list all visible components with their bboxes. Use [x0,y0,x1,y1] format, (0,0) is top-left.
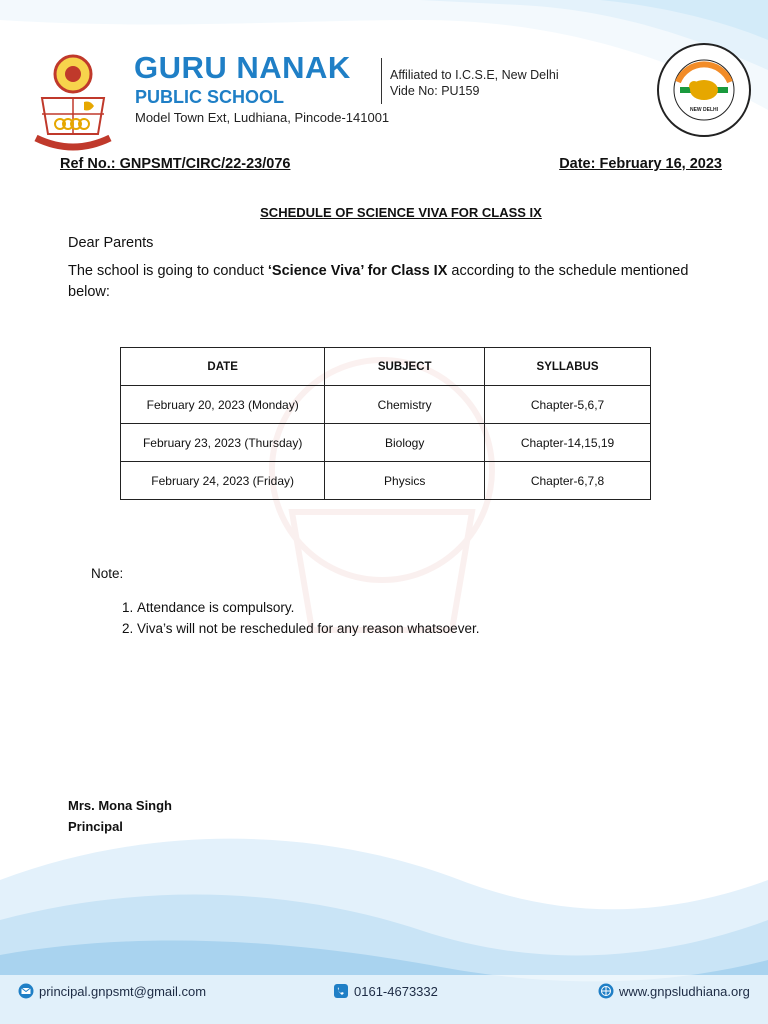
body-paragraph [68,261,728,303]
globe-icon [598,983,614,999]
council-city: NEW DELHI [689,107,719,113]
footer-website[interactable] [598,983,750,999]
table-row [121,462,651,500]
cell-subject: Chemistry [325,386,485,424]
column-header-date: DATE [121,348,325,386]
cell-date: February 24, 2023 (Friday) [121,462,325,500]
affiliation-line: Affiliated to I.C.S.E, New Delhi [390,68,559,82]
cell-date: February 23, 2023 (Thursday) [121,424,325,462]
cell-syllabus: Chapter-6,7,8 [485,462,651,500]
cell-subject: Biology [325,424,485,462]
affiliation-number: Vide No: PU159 [390,84,480,98]
signatory-title: Principal [68,819,123,834]
footer-phone-text: 0161-4673332 [354,983,438,999]
circular-date: Date: February 16, 2023 [559,156,722,172]
body-emphasis: ‘Science Viva’ for Class IX [267,263,448,279]
column-header-subject: SUBJECT [325,348,485,386]
cell-syllabus: Chapter-14,15,19 [485,424,651,462]
table-row [121,424,651,462]
footer-email[interactable] [18,983,206,999]
signatory-name: Mrs. Mona Singh [68,798,172,813]
note-label: Note: [91,566,124,581]
school-address: Model Town Ext, Ludhiana, Pincode-141001 [135,110,390,125]
footer-website-text: www.gnpsludhiana.org [619,983,750,999]
affiliation-info [390,67,559,99]
notes-list [114,597,479,639]
cell-date: February 20, 2023 (Monday) [121,386,325,424]
council-emblem-logo [656,42,752,138]
cell-syllabus: Chapter-5,6,7 [485,386,651,424]
column-header-syllabus: SYLLABUS [485,348,651,386]
body-prefix: The school is going to conduct [68,263,268,279]
footer-phone[interactable] [333,983,438,999]
school-crest-logo [14,36,132,154]
body-suffix: according to the schedule mentioned below: [68,263,689,300]
phone-icon [333,983,349,999]
table-header-row [121,348,651,386]
reference-number: Ref No.: GNPSMT/CIRC/22-23/076 [60,156,291,172]
footer-email-text: principal.gnpsmt@gmail.com [39,983,207,999]
cell-subject: Physics [325,462,485,500]
envelope-icon [18,983,34,999]
table-row [121,386,651,424]
note-item: 1. Attendance is compulsory. [137,597,479,618]
salutation: Dear Parents [68,235,154,251]
note-item: 2. Viva’s will not be rescheduled for any reason whatsoever. [137,618,479,639]
circular-title: SCHEDULE OF SCIENCE VIVA FOR CLASS IX [260,205,542,220]
school-subtitle: PUBLIC SCHOOL [135,87,285,107]
header-divider [381,58,382,104]
schedule-table [120,347,651,500]
school-name: GURU NANAK [134,50,351,85]
